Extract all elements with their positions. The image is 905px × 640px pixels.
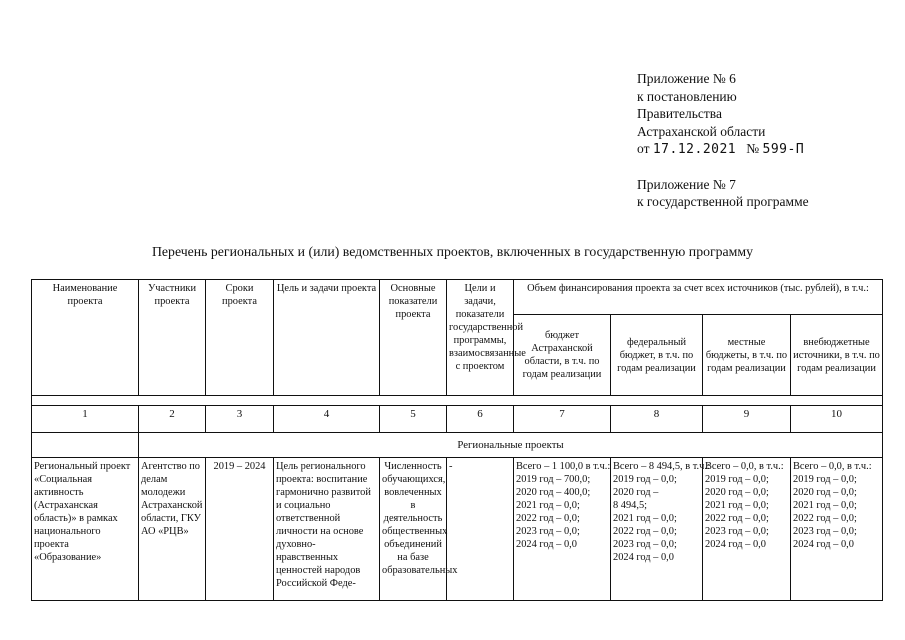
region-label: Астраханской области (637, 123, 766, 139)
date-prefix: от (637, 141, 650, 156)
header-extra-budget: внебюджетные источники, в т.ч. по годам реализации (791, 315, 883, 396)
table-row (32, 458, 883, 601)
appendix-header (637, 70, 809, 211)
extra-2023: 2023 год – 0,0; (793, 526, 857, 537)
local-2020: 2020 год – 0,0; (705, 487, 769, 498)
regional-budget-cell (514, 458, 611, 601)
regional-2023: 2023 год – 0,0; (516, 526, 580, 537)
header-participants: Участники проекта (139, 280, 206, 396)
federal-budget-cell (611, 458, 710, 601)
government-label: Правительства (637, 106, 722, 121)
header-name: Наименование проекта (32, 280, 139, 396)
regional-2024: 2024 год – 0,0 (516, 539, 577, 550)
project-name: Региональный проект «Социальная активность (Астраханская область)» в рамках национального проекта «Образование» (32, 458, 139, 601)
section-row (32, 433, 883, 458)
federal-2022: 2022 год – 0,0; (613, 526, 677, 537)
header-financing: Объем финансирования проекта за счет всех источников (тыс. рублей), в т.ч.: (514, 280, 883, 315)
local-2024: 2024 год – 0,0 (705, 539, 766, 550)
column-number: 7 (514, 406, 611, 433)
to-resolution-label: к постановлению (637, 88, 737, 104)
document-title: Перечень региональных и (или) ведомственных проектов, включенных в государственную программу (151, 244, 754, 259)
header-terms: Сроки проекта (206, 280, 274, 396)
extra-2020: 2020 год – 0,0; (793, 487, 857, 498)
appendix-7-label: Приложение № 7 (637, 176, 736, 192)
column-number: 9 (703, 406, 791, 433)
header-indicators: Основные показатели проекта (380, 280, 447, 396)
extra-2024: 2024 год – 0,0 (793, 539, 854, 550)
local-2022: 2022 год – 0,0; (705, 513, 769, 524)
appendix-6-label: Приложение № 6 (637, 71, 736, 86)
regional-2021: 2021 год – 0,0; (516, 500, 580, 511)
resolution-date: 17.12.2021 (652, 142, 737, 157)
project-program-goals: - (447, 458, 514, 601)
header-program-goals: Цели и задачи, показатели государственной программы, взаимосвязанные с проектом (447, 280, 514, 396)
header-regional-budget: бюджет Астраханской области, в т.ч. по годам реализации (514, 315, 611, 396)
regional-2019: 2019 год – 700,0; (516, 474, 591, 485)
regional-2022: 2022 год – 0,0; (516, 513, 580, 524)
column-number: 2 (139, 406, 206, 433)
spacer-row (32, 396, 883, 406)
local-2019: 2019 год – 0,0; (705, 474, 769, 485)
column-number: 3 (206, 406, 274, 433)
column-number: 1 (32, 406, 139, 433)
regional-2020: 2020 год – 400,0; (516, 487, 591, 498)
header-local-budget: местные бюджеты, в т.ч. по годам реализации (703, 315, 791, 396)
column-number: 4 (274, 406, 380, 433)
federal-2024: 2024 год – 0,0 (613, 552, 674, 563)
column-number: 8 (611, 406, 703, 433)
resolution-number: 599-П (762, 142, 805, 157)
extra-2022: 2022 год – 0,0; (793, 513, 857, 524)
section-empty-cell (32, 433, 139, 458)
extra-budget-cell (791, 458, 883, 601)
projects-table (31, 279, 883, 601)
header-goal: Цель и задачи проекта (274, 280, 380, 396)
column-number: 5 (380, 406, 447, 433)
project-indicators: Численность обучающихся, вовлеченных в деятельность общественных объединений на базе образовательных (380, 458, 447, 601)
project-goal: Цель регионального проекта: воспитание гармонично развитой и социально ответственной личности на основе духовно-нравственных ценностей народов Российской Феде- (274, 458, 380, 601)
federal-2020-value: 8 494,5; (613, 500, 648, 511)
local-2021: 2021 год – 0,0; (705, 500, 769, 511)
federal-2019: 2019 год – 0,0; (613, 474, 677, 485)
resolution-date-line (637, 140, 809, 159)
federal-total: Всего – 8 494,5, в т.ч.: (613, 461, 710, 472)
local-total: Всего – 0,0, в т.ч.: (705, 461, 784, 472)
federal-2020: 2020 год – (613, 487, 659, 498)
column-number: 10 (791, 406, 883, 433)
extra-2021: 2021 год – 0,0; (793, 500, 857, 511)
number-prefix: № (746, 141, 760, 156)
project-participants: Агентство по делам молодежи Астраханской области, ГКУ АО «РЦВ» (139, 458, 206, 601)
local-2023: 2023 год – 0,0; (705, 526, 769, 537)
federal-2021: 2021 год – 0,0; (613, 513, 677, 524)
extra-total: Всего – 0,0, в т.ч.: (793, 461, 872, 472)
federal-2023: 2023 год – 0,0; (613, 539, 677, 550)
section-title: Региональные проекты (139, 433, 883, 458)
extra-2019: 2019 год – 0,0; (793, 474, 857, 485)
header-federal-budget: федеральный бюджет, в т.ч. по годам реализации (611, 315, 703, 396)
to-program-label: к государственной программе (637, 194, 809, 209)
local-budget-cell (703, 458, 791, 601)
column-number: 6 (447, 406, 514, 433)
project-terms: 2019 – 2024 (206, 458, 274, 601)
column-numbers-row (32, 406, 883, 433)
header-row-1 (32, 280, 883, 315)
regional-total: Всего – 1 100,0 в т.ч.: (516, 461, 611, 472)
